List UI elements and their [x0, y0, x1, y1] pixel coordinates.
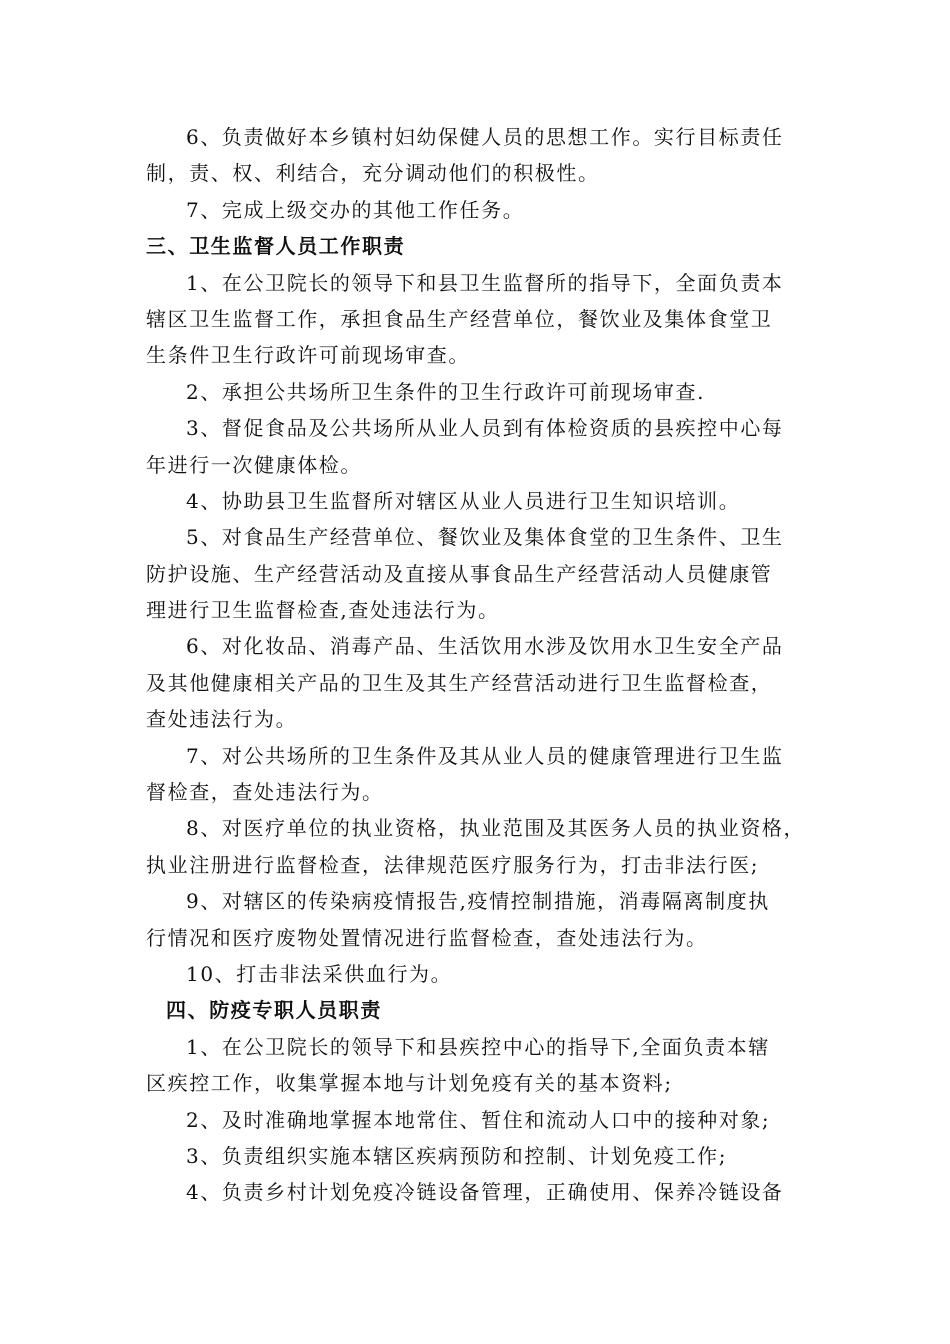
paragraph-line: 执业注册进行监督检查，法律规范医疗服务行为，打击非法行医;	[146, 852, 760, 877]
paragraph-line: 6、对化妆品、消毒产品、生活饮用水涉及饮用水卫生安全产品	[186, 634, 784, 659]
paragraph-line: 4、负责乡村计划免疫冷链设备管理，正确使用、保养冷链设备	[186, 1180, 784, 1205]
paragraph-line: 7、对公共场所的卫生条件及其从业人员的健康管理进行卫生监	[186, 743, 784, 768]
paragraph-line: 8、对医疗单位的执业资格，执业范围及其医务人员的执业资格，	[186, 816, 806, 841]
paragraph-line: 2、及时准确地掌握本地常住、暂住和流动人口中的接种对象;	[186, 1107, 771, 1132]
paragraph-line: 辖区卫生监督工作，承担食品生产经营单位，餐饮业及集体食堂卫	[146, 306, 773, 331]
paragraph-line: 制，责、权、利结合，充分调动他们的积极性。	[146, 161, 600, 186]
paragraph-line: 10、打击非法采供血行为。	[186, 961, 453, 986]
document-body	[146, 119, 806, 1211]
section-heading: 四、防疫专职人员职责	[166, 998, 382, 1023]
paragraph-line: 6、负责做好本乡镇村妇幼保健人员的思想工作。实行目标责任	[186, 125, 784, 149]
paragraph-line: 督检查，查处违法行为。	[146, 780, 384, 805]
paragraph-line: 4、协助县卫生监督所对辖区从业人员进行卫生知识培训。	[186, 488, 741, 513]
paragraph-line: 理进行卫生监督检查,查处违法行为。	[146, 598, 500, 623]
paragraph-line: 防护设施、生产经营活动及直接从事食品生产经营活动人员健康管	[146, 561, 773, 586]
paragraph-line: 1、在公卫院长的领导下和县疾控中心的指导下,全面负责本辖	[186, 1034, 770, 1059]
paragraph-line: 年进行一次健康体检。	[146, 452, 362, 477]
paragraph-line: 区疾控工作，收集掌握本地与计划免疫有关的基本资料;	[146, 1071, 673, 1096]
paragraph-line: 1、在公卫院长的领导下和县卫生监督所的指导下，全面负责本	[186, 270, 784, 295]
paragraph-line: 查处违法行为。	[146, 707, 298, 732]
paragraph-line: 生条件卫生行政许可前现场审查。	[146, 343, 470, 368]
paragraph-line: 3、督促食品及公共场所从业人员到有体检资质的县疾控中心每	[186, 416, 784, 441]
section-heading: 三、卫生监督人员工作职责	[146, 234, 406, 259]
paragraph-line: 5、对食品生产经营单位、餐饮业及集体食堂的卫生条件、卫生	[186, 525, 784, 550]
paragraph-line: 7、完成上级交办的其他工作任务。	[186, 197, 525, 222]
paragraph-line: 9、对辖区的传染病疫情报告,疫情控制措施，消毒隔离制度执	[186, 889, 770, 914]
paragraph-line: 行情况和医疗废物处置情况进行监督检查，查处违法行为。	[146, 925, 708, 950]
paragraph-line: 2、承担公共场所卫生条件的卫生行政许可前现场审查.	[186, 379, 706, 404]
paragraph-line: 3、负责组织实施本辖区疾病预防和控制、计划免疫工作;	[186, 1143, 728, 1168]
paragraph-line: 及其他健康相关产品的卫生及其生产经营活动进行卫生监督检查，	[146, 670, 773, 695]
